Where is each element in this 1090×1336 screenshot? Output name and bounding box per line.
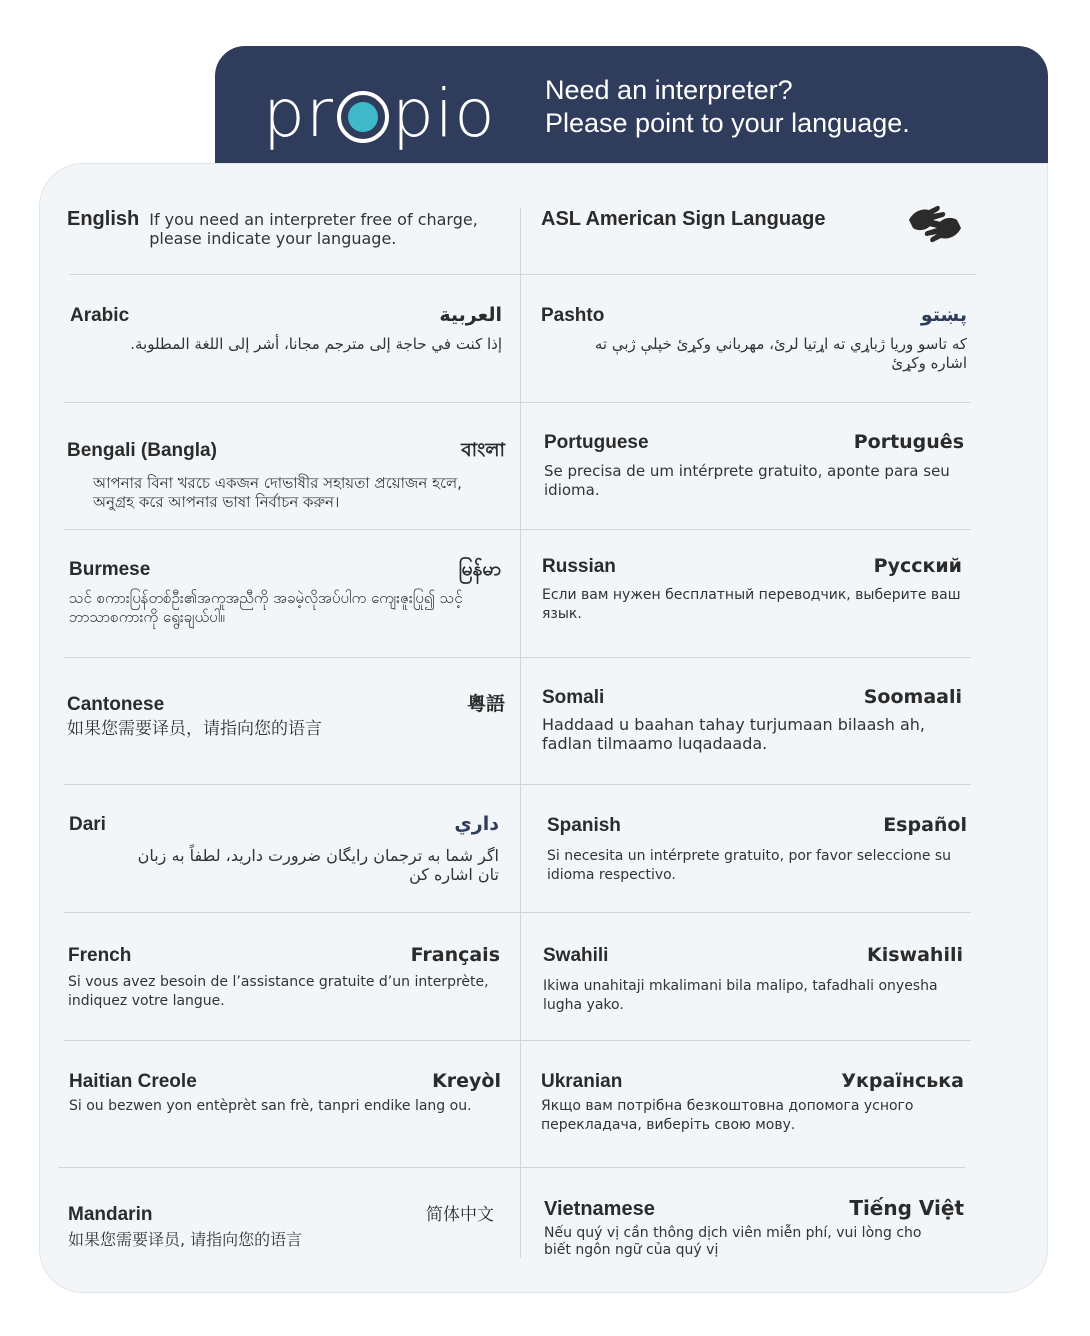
lang-native: العربية bbox=[439, 304, 502, 326]
lang-arabic[interactable] bbox=[70, 304, 502, 354]
lang-name: French bbox=[68, 945, 132, 966]
logo-o-circle-icon bbox=[337, 91, 389, 143]
lang-name: Haitian Creole bbox=[69, 1071, 197, 1092]
lang-portuguese[interactable] bbox=[544, 431, 964, 500]
row-divider bbox=[64, 784, 971, 785]
lang-message: إذا كنت في حاجة إلى مترجم مجانا، أشر إلى اللغة المطلوبة. bbox=[130, 335, 502, 353]
lang-message: Si ou bezwen yon entèprèt san frè, tanpri endike lang ou. bbox=[69, 1098, 472, 1114]
lang-message: 如果您需要译员，请指向您的语言 bbox=[67, 719, 322, 739]
lang-message: Si vous avez besoin de l’assistance gratuite d’un interprète, indiquez votre langue. bbox=[68, 974, 489, 1009]
lang-burmese[interactable] bbox=[69, 557, 501, 627]
lang-message: Если вам нужен бесплатный переводчик, выберите ваш язык. bbox=[542, 587, 961, 622]
lang-vietnamese[interactable] bbox=[544, 1196, 964, 1259]
lang-name: Cantonese bbox=[67, 694, 165, 715]
lang-native: Kiswahili bbox=[867, 944, 963, 966]
lang-message: كه تاسو وريا ژباړي ته اړتيا لرئ، مهرباني وکړئ خپلې ژبې ته اشاره وکړئ bbox=[594, 335, 967, 372]
row-divider bbox=[64, 402, 971, 403]
lang-native: پښتو bbox=[920, 304, 967, 326]
propio-logo: pr pio bbox=[263, 74, 496, 152]
lang-native: Français bbox=[410, 944, 500, 966]
lang-message: သင် စကားပြန်တစ်ဦး၏အကူအညီကို အခမဲ့လိုအပ်ပါက ကျေးဇူးပြု၍ သင့်ဘာသာစကားကို ရွေးချယ်ပါ။ bbox=[69, 589, 463, 626]
lang-name: Vietnamese bbox=[544, 1198, 655, 1220]
sign-language-hands-icon bbox=[903, 200, 967, 248]
lang-native: داري bbox=[454, 813, 499, 835]
lang-english[interactable] bbox=[67, 208, 505, 248]
lang-message: Nếu quý vị cần thông dịch viên miễn phí, vui lòng cho biết ngôn ngữ của quý vị bbox=[544, 1225, 922, 1258]
lang-name: Arabic bbox=[70, 305, 130, 326]
lang-native: 简体中文 bbox=[426, 1205, 494, 1225]
lang-asl[interactable] bbox=[541, 208, 967, 248]
lang-cantonese[interactable] bbox=[67, 689, 505, 739]
lang-message: 如果您需要译员, 请指向您的语言 bbox=[68, 1230, 303, 1249]
lang-native: বাংলা bbox=[461, 439, 505, 461]
lang-name: Portuguese bbox=[544, 432, 649, 453]
lang-name: English bbox=[67, 208, 140, 230]
lang-name: ASL American Sign Language bbox=[541, 208, 826, 230]
row-divider bbox=[64, 1040, 971, 1041]
lang-name: Burmese bbox=[69, 559, 151, 580]
lang-name: Pashto bbox=[541, 305, 605, 326]
lang-name: Somali bbox=[542, 687, 605, 708]
lang-native: Українська bbox=[841, 1070, 964, 1092]
row-divider bbox=[64, 529, 971, 530]
lang-name: Swahili bbox=[543, 945, 609, 966]
column-divider bbox=[520, 208, 521, 1258]
lang-message: اگر شما به ترجمان رایگان ضرورت دارید، لطفاً به زبان تان اشاره کن bbox=[137, 846, 499, 884]
lang-french[interactable] bbox=[68, 944, 500, 1011]
lang-native: Español bbox=[883, 814, 967, 836]
row-divider bbox=[64, 657, 971, 658]
lang-native: 粵語 bbox=[466, 693, 505, 715]
tagline-line-2: Please point to your language. bbox=[545, 108, 910, 138]
lang-haitian-creole[interactable] bbox=[69, 1070, 501, 1116]
lang-name: Mandarin bbox=[68, 1204, 153, 1225]
lang-ukranian[interactable] bbox=[541, 1070, 964, 1135]
lang-native: မြန်မာ bbox=[458, 558, 501, 580]
lang-message: Ikiwa unahitaji mkalimani bila malipo, tafadhali onyesha lugha yako. bbox=[543, 978, 938, 1013]
lang-message: আপনার বিনা খরচে একজন দোভাষীর সহায়তা প্রয়োজন হলে, অনুগ্রহ করে আপনার ভাষা নির্বাচন করুন। bbox=[93, 474, 462, 511]
row-divider bbox=[58, 1167, 965, 1168]
lang-spanish[interactable] bbox=[547, 814, 967, 885]
lang-message: Haddaad u baahan tahay turjumaan bilaash ah, fadlan tilmaamo luqadaada. bbox=[542, 715, 925, 753]
lang-native: Русский bbox=[873, 555, 962, 577]
lang-name: Russian bbox=[542, 556, 616, 577]
tagline bbox=[545, 74, 1015, 140]
lang-native: Soomaali bbox=[863, 686, 962, 708]
lang-russian[interactable] bbox=[542, 555, 962, 624]
row-divider bbox=[64, 912, 971, 913]
lang-name: Spanish bbox=[547, 815, 621, 836]
lang-swahili[interactable] bbox=[543, 944, 963, 1015]
lang-name: Bengali (Bangla) bbox=[67, 440, 217, 461]
tagline-line-1: Need an interpreter? bbox=[545, 75, 793, 105]
lang-name: Ukranian bbox=[541, 1071, 623, 1092]
lang-somali[interactable] bbox=[542, 686, 962, 753]
lang-message: Se precisa de um intérprete gratuito, aponte para seu idioma. bbox=[544, 462, 950, 499]
lang-message: Якщо вам потрібна безкоштовна допомога усного перекладача, виберіть свою мову. bbox=[541, 1098, 914, 1133]
lang-native: Português bbox=[853, 431, 964, 453]
language-card bbox=[39, 163, 1048, 1293]
row-divider bbox=[69, 274, 976, 275]
lang-native: Kreyòl bbox=[432, 1070, 501, 1092]
lang-message: If you need an interpreter free of charge, please indicate your language. bbox=[149, 210, 478, 248]
lang-message: Si necesita un intérprete gratuito, por favor seleccione su idioma respectivo. bbox=[547, 848, 952, 883]
lang-mandarin[interactable] bbox=[68, 1200, 494, 1249]
lang-name: Dari bbox=[69, 814, 106, 835]
lang-bengali[interactable] bbox=[67, 436, 505, 512]
lang-native: Tiếng Việt bbox=[849, 1196, 964, 1220]
lang-pashto[interactable] bbox=[541, 304, 967, 373]
lang-dari[interactable] bbox=[69, 813, 499, 884]
